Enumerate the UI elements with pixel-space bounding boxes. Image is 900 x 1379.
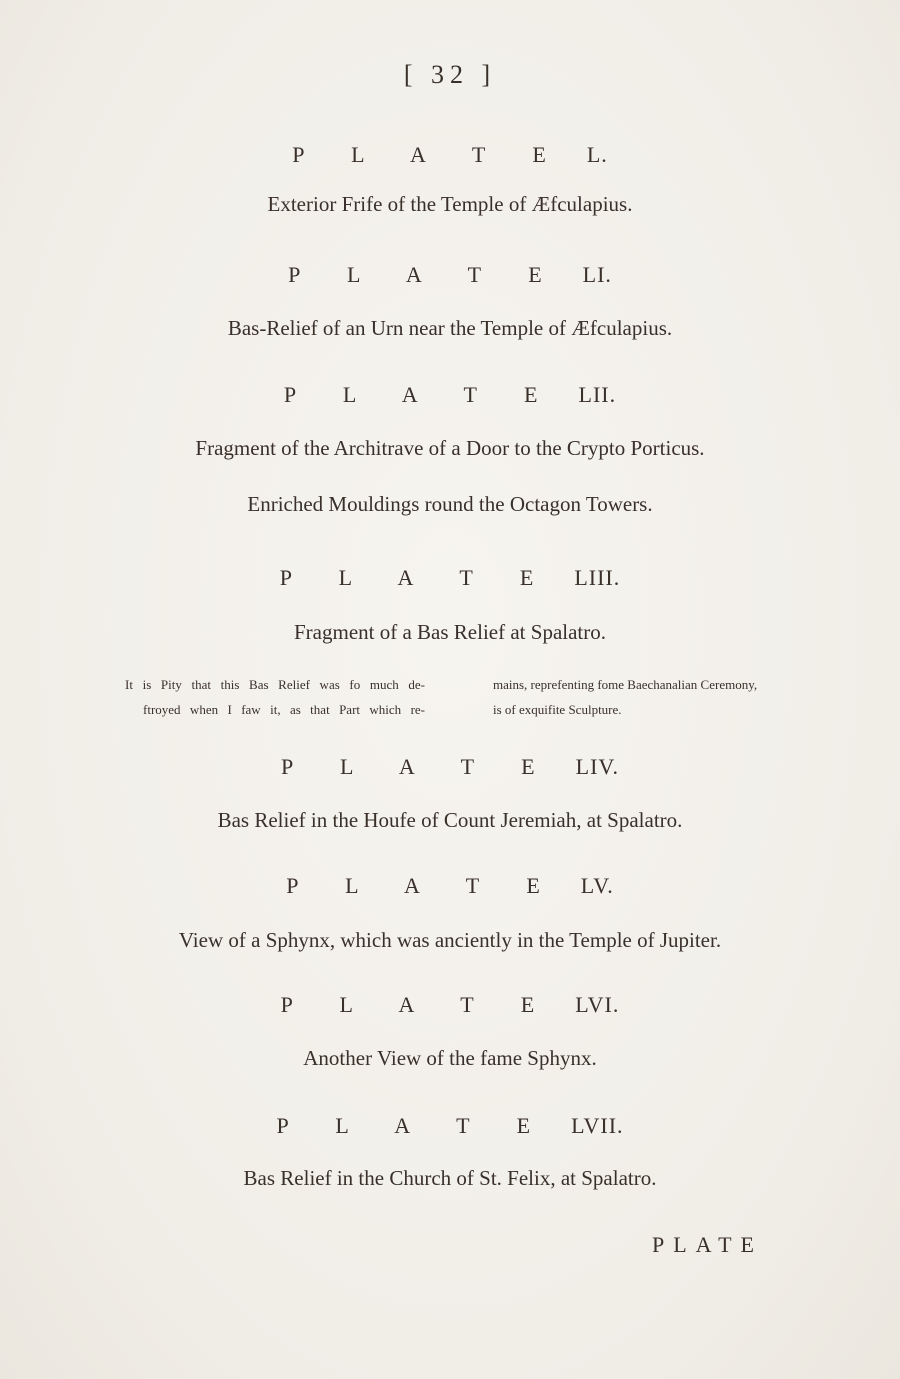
plate-caption: View of a Sphynx, which was anciently in the Temple of Jupiter. [178, 928, 722, 952]
note-line: is of exquifite Sculpture. [493, 702, 622, 717]
note-line: ftroyed when I faw it, as that Part which re- [143, 702, 425, 717]
plate-numeral: LVI. [575, 992, 620, 1017]
plate-heading-lii [0, 382, 900, 408]
plate-caption: Exterior Frife of the Temple of Æfculapius. [267, 192, 633, 216]
plate-caption: Enriched Mouldings round the Octagon Towers. [247, 492, 653, 516]
note-left-column [125, 672, 425, 722]
page-number: [ 32 ] [403, 60, 497, 89]
plate-label: P L A T E [280, 992, 556, 1017]
plate-numeral: LIV. [575, 754, 619, 779]
plate-heading-l [0, 142, 900, 168]
plate-heading-lvii [0, 1113, 900, 1139]
note-line: mains, reprefenting fome Baechanalian Ceremony, [493, 677, 758, 692]
plate-caption: Bas Relief in the Houfe of Count Jeremiah, at Spalatro. [217, 808, 683, 832]
plate-numeral: LV. [580, 873, 614, 898]
plate-numeral: LI. [582, 262, 612, 287]
plate-label: P L A T E [276, 1113, 552, 1138]
plate-label: P L A T E [283, 382, 559, 407]
plate-heading-li [0, 262, 900, 288]
catchword: PLATE [652, 1232, 763, 1257]
plate-heading-liv [0, 754, 900, 780]
plate-heading-lvi [0, 992, 900, 1018]
plate-caption: Bas-Relief of an Urn near the Temple of Æfculapius. [227, 316, 673, 340]
note-right-column [493, 672, 793, 722]
plate-numeral: L. [586, 142, 608, 167]
plate-label: P L A T E [292, 142, 567, 167]
plate-label: P L A T E [288, 262, 563, 287]
plate-label: P L A T E [286, 873, 561, 898]
plate-heading-lv [0, 873, 900, 899]
plate-numeral: LIII. [574, 565, 621, 590]
plate-heading-liii [0, 565, 900, 591]
plate-caption: Fragment of the Architrave of a Door to the Crypto Porticus. [195, 436, 705, 460]
plate-label: P L A T E [279, 565, 555, 590]
plate-caption: Bas Relief in the Church of St. Felix, at Spalatro. [243, 1166, 657, 1190]
note-line: It is Pity that this Bas Relief was fo much de- [125, 677, 425, 692]
plate-label: P L A T E [281, 754, 556, 779]
plate-caption: Another View of the fame Sphynx. [303, 1046, 597, 1070]
plate-numeral: LVII. [571, 1113, 624, 1138]
plate-caption: Fragment of a Bas Relief at Spalatro. [294, 620, 606, 644]
plate-numeral: LII. [578, 382, 617, 407]
